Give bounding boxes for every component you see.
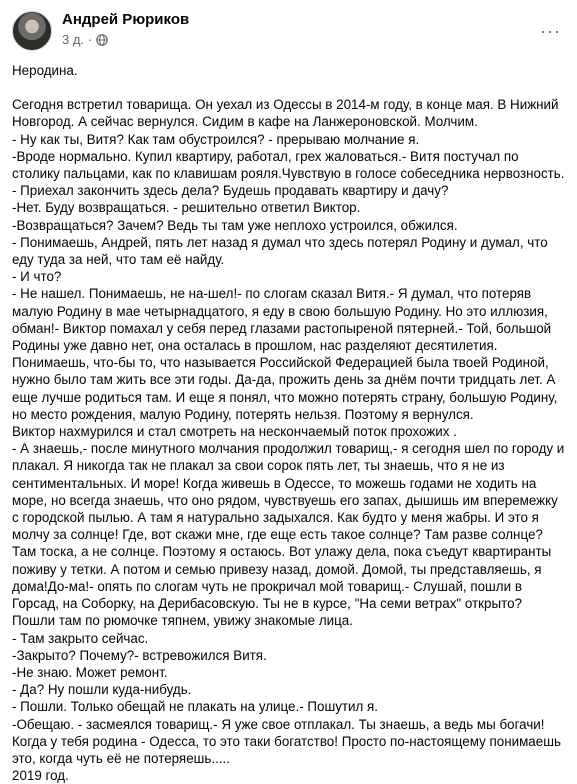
post-title: Неродина. [12, 63, 78, 78]
post-paragraph: - И что? [12, 269, 62, 285]
post-meta [62, 32, 108, 47]
post-header [0, 0, 577, 52]
post-paragraph: - Не нашел. Понимаешь, не на-шел!- по слогам сказал Витя.- Я думал, что потеряв малую Родину в мае четырнадцатого, я еду в свою большую Родину. Но это иллюзия, обман!- Виктор помахал у себя перед глазами растопыреной пятерней.- Той, большой Родины уже давно нет, она осталась в прошлом, нас разделяют десятилетия. Понимаешь, что-бы то, что называется Российской Федерацией была твоей Родиной, нужно было там жить все эти годы. Да-да, прожить день за днём почти тридцать лет. А еще лучше родиться там. И еще я понял, что можно потерять страну, большую Родину, но место рождения, малую Родину, потерять нельзя. Поэтому я вернулся. [12, 286, 562, 422]
post-paragraph: Сегодня встретил товарища. Он уехал из Одессы в 2014-м году, в конце мая. В Нижний Новгород. А сейчас вернулся. Сидим в кафе на Ланжероновской. Молчим. [12, 97, 563, 130]
post-timestamp[interactable]: 3 д. [62, 32, 85, 47]
post-paragraph: - Да? Ну пошли куда-нибудь. [12, 682, 192, 698]
post-paragraph: -Возвращаться? Зачем? Ведь ты там уже неплохо устроился, обжился. [12, 217, 458, 233]
more-options-icon[interactable]: ··· [540, 21, 561, 41]
post-paragraph: -Вроде нормально. Купил квартиру, работал, грех жаловаться.- Витя постучал по столику пальцами, как по клавишам рояля.Чувствую в голосе собеседника нервозность. [12, 148, 565, 182]
post-paragraph: -Обещаю. - засмеялся товарищ.- Я уже свое отплакал. Ты знаешь, а ведь мы богачи! Когда у тебя родина - Одесса, то это таки богатство! Просто по-настоящему понимаешь это, когда чуть её не потеряешь..... [12, 716, 565, 766]
post-paragraph: - Понимаешь, Андрей, пять лет назад я думал что здесь потерял Родину и думал, что еду туда за ней, что там её найду. [12, 234, 552, 268]
post-body [12, 62, 568, 784]
post-paragraph: Виктор нахмурился и стал смотреть на нескончаемый поток прохожих . [12, 424, 457, 440]
post-paragraph: - Пошли. Только обещай не плакать на улице.- Пошутил я. [12, 699, 379, 715]
post-paragraph: - Приехал закончить здесь дела? Будешь продавать квартиру и дачу? [12, 183, 449, 199]
avatar[interactable] [12, 11, 52, 51]
post-paragraph: - Там закрыто сейчас. [12, 630, 149, 646]
post-paragraph: -Не знаю. Может ремонт. [12, 664, 168, 680]
author-name[interactable]: Андрей Рюриков [62, 11, 190, 28]
meta-separator: · [88, 32, 93, 47]
post-paragraph: -Закрыто? Почему?- встревожился Витя. [12, 647, 267, 663]
post-paragraph: - А знаешь,- после минутного молчания продолжил товарищ,- я сегодня шел по городу и плакал. Я никогда так не плакал за свои сорок пять лет, ты знаешь, что я не из сентиментальных. И море! Когда живешь в Одессе, то можешь годами не ходить на море, но всегда знаешь, что оно рядом, чувствуешь его запах, дышишь им вперемежку с городской пылью. А там я натурально задыхался. Как будто у меня жабры. И это я молчу за солнце! Где, вот скажи мне, где еще есть такое солнце? Там разве солнце? Там тоска, а не солнце. Поэтому я остаюсь. Вот улажу дела, пока съедут квартиранты поживу у тетки. А потом и семью привезу назад, домой. Домой, ты представляешь, я дома!До-ма!- опять по слогам чуть не прокричал мой товарищ.- Слушай, пошли в Горсад, на Соборку, на Дерибасовскую. Ты не в курсе, "На семи ветрах" открыто? Пошли там по рюмочке тяпнем, увижу знакомые лица. [12, 441, 569, 629]
post-signature: 2019 год. [12, 768, 69, 784]
globe-icon[interactable] [96, 34, 108, 46]
post-paragraph: -Нет. Буду возвращаться. - решительно ответил Виктор. [12, 200, 361, 216]
post-paragraph: - Ну как ты, Витя? Как там обустроился? - прерываю молчание я. [12, 131, 420, 147]
